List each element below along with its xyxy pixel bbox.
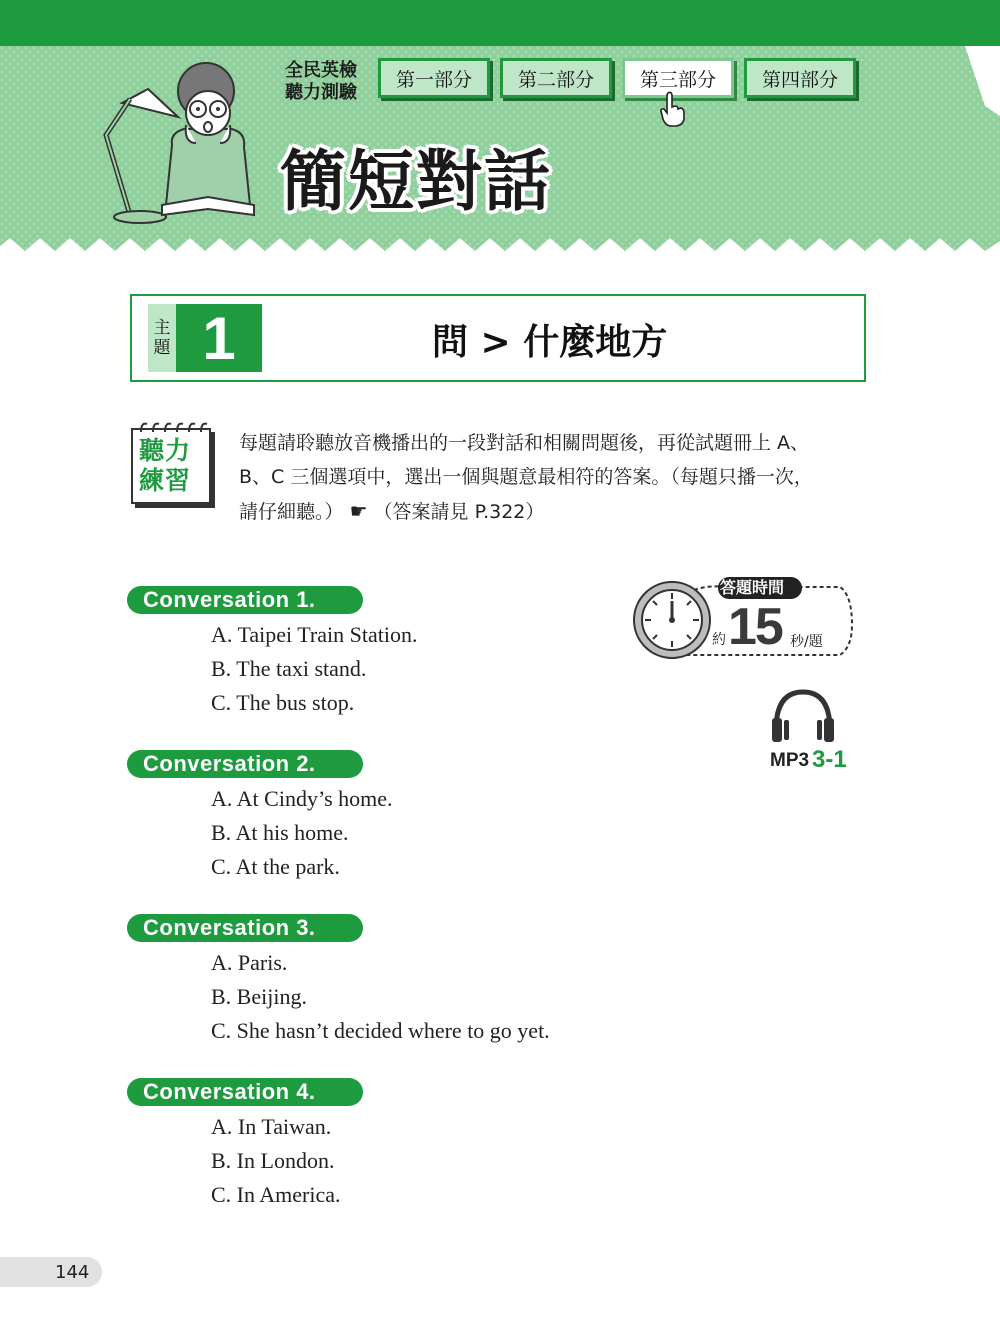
section-title: 簡短對話: [280, 143, 552, 220]
tab-part-1[interactable]: 第一部分: [378, 58, 490, 98]
instructions-line3: 請仔細聽。）: [239, 501, 344, 523]
instructions-line2: B、C 三個選項中，選出一個與題意最相符的答案。（每題只播一次，: [239, 466, 813, 488]
page-number: 144: [55, 1262, 90, 1283]
practice-icon-line2: 練習: [139, 466, 192, 495]
instructions: [239, 426, 869, 529]
timer-approx: 約: [712, 632, 726, 648]
conversation-label: Conversation 1.: [127, 586, 363, 614]
timer-unit: 秒/題: [790, 634, 823, 650]
series-label: [285, 60, 357, 104]
option-b: B. The taxi stand.: [211, 656, 367, 681]
option-c: C. In America.: [211, 1182, 341, 1207]
headphones-icon: [768, 688, 838, 744]
conversation-1: [127, 586, 417, 720]
conversation-4: [127, 1078, 363, 1212]
series-label-line1: 全民英檢: [285, 60, 357, 81]
notebook-rings-icon: [137, 418, 217, 438]
hand-pointer-icon: [660, 91, 686, 132]
timer-title: 答題時間: [720, 578, 785, 597]
option-a: A. In Taiwan.: [211, 1114, 332, 1139]
header-top-bar: [0, 0, 1000, 46]
conversation-label: Conversation 2.: [127, 750, 363, 778]
topic-tag: 主 題: [148, 304, 176, 372]
practice-icon-line1: 聽力: [139, 436, 192, 465]
option-c: C. At the park.: [211, 854, 340, 879]
series-label-line2: 聽力測驗: [285, 82, 357, 103]
option-b: B. Beijing.: [211, 984, 307, 1009]
answer-timer: [630, 575, 860, 665]
timer-seconds: 15: [728, 598, 782, 656]
conversation-2: [127, 750, 393, 884]
conversation-label: Conversation 3.: [127, 914, 363, 942]
mp3-track-indicator: [768, 688, 848, 778]
option-a: A. Taipei Train Station.: [211, 622, 418, 647]
option-b: B. At his home.: [211, 820, 349, 845]
pointing-hand-icon: ☛: [349, 499, 368, 523]
mp3-label: MP3: [770, 750, 810, 771]
topic-box: [130, 294, 866, 382]
part-tabs: [378, 58, 856, 98]
topic-title: 問 > 什麼地方: [432, 322, 668, 363]
answer-reference: （答案請見 P.322）: [373, 501, 545, 523]
option-a: A. At Cindy’s home.: [211, 786, 393, 811]
option-b: B. In London.: [211, 1148, 335, 1173]
topic-number: 1: [176, 304, 262, 372]
option-c: C. The bus stop.: [211, 690, 355, 715]
conversation-3: [127, 914, 550, 1048]
conversation-label: Conversation 4.: [127, 1078, 363, 1106]
tab-part-3[interactable]: 第三部分: [622, 58, 734, 98]
tab-part-2[interactable]: 第二部分: [500, 58, 612, 98]
listening-practice-icon: [131, 418, 217, 508]
mp3-track-number: 3-1: [812, 746, 847, 773]
tab-part-4[interactable]: 第四部分: [744, 58, 856, 98]
instructions-line1: 每題請聆聽放音機播出的一段對話和相關問題後，再從試題冊上 A、: [239, 432, 810, 454]
option-c: C. She hasn’t decided where to go yet.: [211, 1018, 550, 1043]
reader-illustration: [100, 55, 270, 229]
option-a: A. Paris.: [211, 950, 288, 975]
